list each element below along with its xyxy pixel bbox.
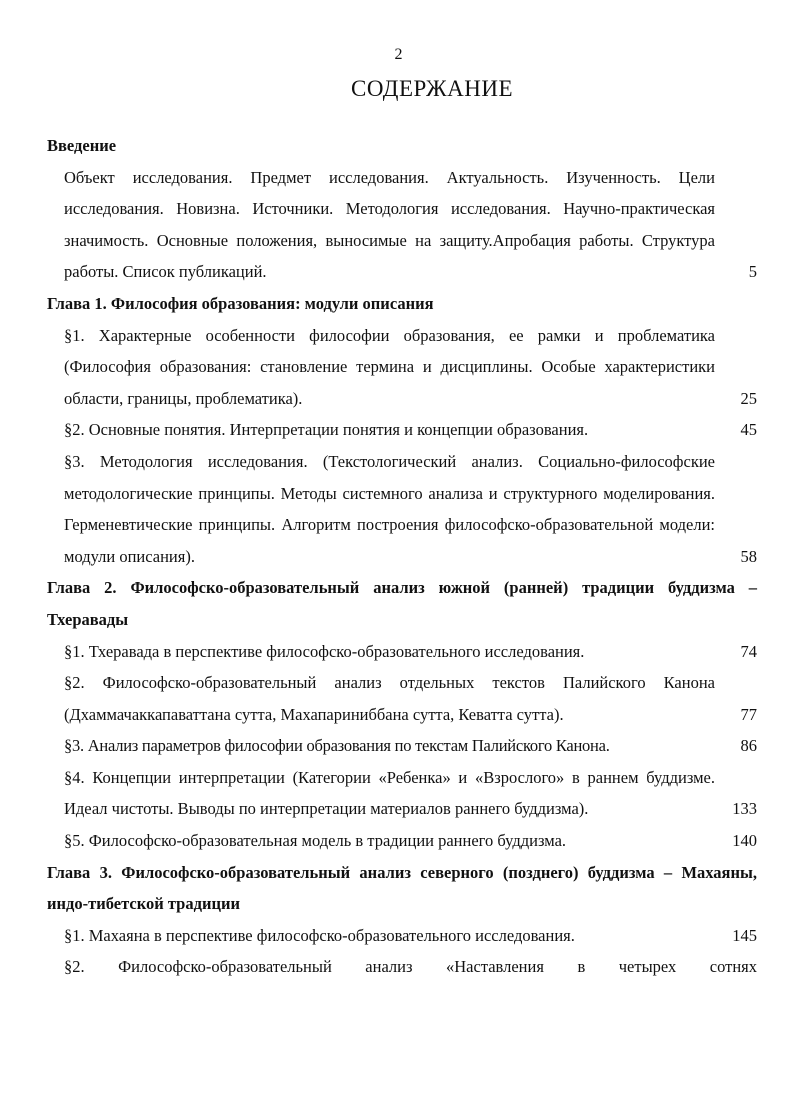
ch1-s1-page: 25 xyxy=(740,388,757,408)
ch3-s2-text: §2. Философско-образовательный анализ «Наставления в четырех сотнях xyxy=(64,957,757,977)
ch2-s2-text: §2. Философско-образовательный анализ отдельных текстов Палийского Канона (Дхаммачаккапаваттана сутта, Махапариниббана сутта, Кеватта сутта). xyxy=(64,673,715,724)
ch2-s5-page: 140 xyxy=(732,831,757,851)
intro-text: Объект исследования. Предмет исследования. Актуальность. Изученность. Цели исследования. Новизна. Источники. Методология исследования. Научно-практическая значимость. Основные положения, выносимые на защиту.Апробация работы. Структура работы. Список публикаций. xyxy=(64,167,715,282)
ch1-s3-page: 58 xyxy=(740,546,757,566)
ch2-s3-text: §3. Анализ параметров философии образования по текстам Палийского Канона. xyxy=(64,736,610,756)
ch2-section-4 xyxy=(47,762,757,825)
chapter-3-heading: Глава 3. Философско-образовательный анализ северного (позднего) буддизма – Махаяны, индо-тибетской традиции xyxy=(47,862,757,914)
ch2-s1-page: 74 xyxy=(740,641,757,661)
page-number: 2 xyxy=(394,46,403,63)
ch2-s3-page: 86 xyxy=(740,736,757,756)
chapter-1-heading: Глава 1. Философия образования: модули описания xyxy=(47,293,434,313)
ch1-section-3 xyxy=(47,446,757,572)
ch1-section-2 xyxy=(47,414,757,446)
ch1-s3-text: §3. Методология исследования. (Текстологический анализ. Социально-философские методологические принципы. Методы системного анализа и структурного моделирования. Герменевтические принципы. Алгоритм построения философско-образовательной модели: модули описания). xyxy=(64,451,715,566)
intro-heading: Введение xyxy=(47,136,117,155)
ch2-s2-page: 77 xyxy=(740,704,757,724)
ch2-section-2 xyxy=(47,667,757,730)
intro-entry xyxy=(47,162,757,288)
ch2-s5-text: §5. Философско-образовательная модель в традиции раннего буддизма. xyxy=(64,831,567,851)
ch2-s4-page: 133 xyxy=(732,799,757,819)
ch2-s4-text: §4. Концепции интерпретации (Категории «Ребенка» и «Взрослого» в раннем буддизме. Идеал чистоты. Выводы по интерпретации материалов раннего буддизма). xyxy=(64,767,715,819)
ch2-s1-text: §1. Тхеравада в перспективе философско-образовательного исследования. xyxy=(64,641,585,661)
ch3-s1-text: §1. Махаяна в перспективе философско-образовательного исследования. xyxy=(64,925,575,945)
ch2-section-1 xyxy=(47,636,757,668)
ch1-s2-text: §2. Основные понятия. Интерпретации понятия и концепции образования. xyxy=(64,420,589,440)
ch1-s1-text: §1. Характерные особенности философии образования, ее рамки и проблематика (Философия образования: становление термина и дисциплины. Особые характеристики области, границы, проблематика). xyxy=(64,325,715,408)
chapter-2-heading: Глава 2. Философско-образовательный анализ южной (ранней) традиции буддизма – Тхеравады xyxy=(47,578,757,629)
ch3-section-2 xyxy=(47,951,757,983)
ch2-section-5 xyxy=(47,825,757,857)
ch1-section-1 xyxy=(47,320,757,415)
ch3-s1-page: 145 xyxy=(732,925,757,945)
table-of-contents xyxy=(47,130,757,983)
intro-page: 5 xyxy=(748,262,757,282)
ch2-section-3 xyxy=(47,730,757,762)
ch3-section-1 xyxy=(47,920,757,952)
ch1-s2-page: 45 xyxy=(740,420,757,440)
page-title: СОДЕРЖАНИЕ xyxy=(350,76,513,101)
